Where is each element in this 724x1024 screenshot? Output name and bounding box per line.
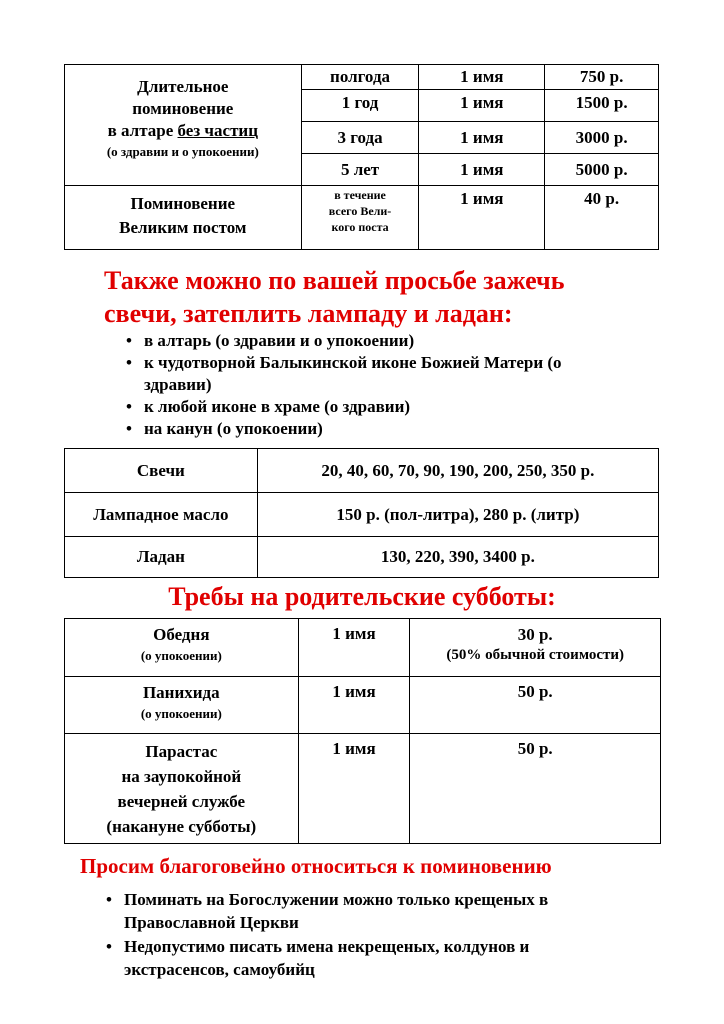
price-cell: 150 р. (пол-литра), 280 р. (литр)	[257, 493, 658, 537]
period-cell: 5 лет	[301, 154, 419, 186]
period-cell: полгода	[301, 65, 419, 90]
long-title-line: поминовение	[132, 99, 234, 118]
price-cell: 20, 40, 60, 70, 90, 190, 200, 250, 350 р.	[257, 449, 658, 493]
lent-period-cell	[301, 186, 419, 250]
service-title: Обедня	[153, 625, 210, 644]
price-cell: 5000 р.	[545, 154, 659, 186]
service-cell	[65, 734, 299, 844]
list-item: • к любой иконе в храме (о здравии)	[120, 396, 640, 418]
service-cell	[65, 619, 299, 677]
price-value: 30 р.	[517, 625, 553, 644]
item-cell: Лампадное масло	[65, 493, 258, 537]
service-title-line: на заупокойной	[121, 767, 242, 786]
list-item: • на канун (о упокоении)	[120, 418, 640, 440]
price-cell	[410, 619, 661, 677]
price-cell: 40 р.	[545, 186, 659, 250]
saturdays-heading: Требы на родительские субботы:	[168, 582, 556, 611]
count-cell: 1 имя	[419, 154, 545, 186]
count-cell: 1 имя	[298, 677, 410, 734]
price-cell: 1500 р.	[545, 90, 659, 122]
service-cell	[65, 677, 299, 734]
long-subtitle: (о здравии и о упокоении)	[106, 144, 259, 159]
candle-list	[120, 330, 640, 440]
lent-period-line: всего Вели-	[328, 204, 392, 218]
price-note: (50% обычной стоимости)	[446, 647, 625, 663]
lent-period-line: кого поста	[331, 220, 389, 234]
count-cell: 1 имя	[298, 734, 410, 844]
reverence-list	[100, 888, 630, 981]
candles-heading	[104, 264, 564, 330]
list-item: • в алтарь (о здравии и о упокоении)	[120, 330, 640, 352]
price-cell: 50 р.	[410, 677, 661, 734]
period-cell: 1 год	[301, 90, 419, 122]
price-cell: 50 р.	[410, 734, 661, 844]
item-cell: Свечи	[65, 449, 258, 493]
lent-title-line: Поминовение	[130, 194, 236, 213]
service-title: Панихида	[142, 683, 220, 702]
price-cell: 750 р.	[545, 65, 659, 90]
count-cell: 1 имя	[298, 619, 410, 677]
count-cell: 1 имя	[419, 90, 545, 122]
long-title-line: Длительное	[137, 77, 229, 96]
service-subtitle: (о упокоении)	[140, 648, 222, 663]
service-subtitle: (о упокоении)	[140, 706, 222, 721]
lent-commemoration-cell	[65, 186, 302, 250]
price-cell: 130, 220, 390, 3400 р.	[257, 537, 658, 578]
heading-line: Также можно по вашей просьбе зажечь	[104, 266, 565, 295]
saturday-services-table	[64, 618, 661, 844]
list-item: • Поминать на Богослужении можно только крещеных в Православной Церкви	[100, 888, 630, 934]
price-cell: 3000 р.	[545, 122, 659, 154]
count-cell: 1 имя	[419, 65, 545, 90]
lent-period-line: в течение	[334, 188, 386, 202]
heading-line: свечи, затеплить лампаду и ладан:	[104, 299, 513, 328]
long-commemoration-cell	[65, 65, 302, 186]
commemoration-table	[64, 64, 659, 250]
count-cell: 1 имя	[419, 122, 545, 154]
item-cell: Ладан	[65, 537, 258, 578]
list-item: • к чудотворной Балыкинской иконе Божией Матери (о здравии)	[120, 352, 614, 396]
long-title-line: в алтаре без частиц	[107, 121, 259, 140]
service-title-line: (накануне субботы)	[106, 817, 257, 836]
service-title-line: вечерней службе	[117, 792, 246, 811]
reverence-heading: Просим благоговейно относиться к поминовению	[80, 854, 552, 878]
period-cell: 3 года	[301, 122, 419, 154]
service-title-line: Парастас	[145, 742, 218, 761]
list-item: • Недопустимо писать имена некрещеных, колдунов и экстрасенсов, самоубийц	[100, 935, 630, 981]
lent-title-line: Великим постом	[119, 218, 247, 237]
candles-price-table	[64, 448, 659, 578]
count-cell: 1 имя	[419, 186, 545, 250]
